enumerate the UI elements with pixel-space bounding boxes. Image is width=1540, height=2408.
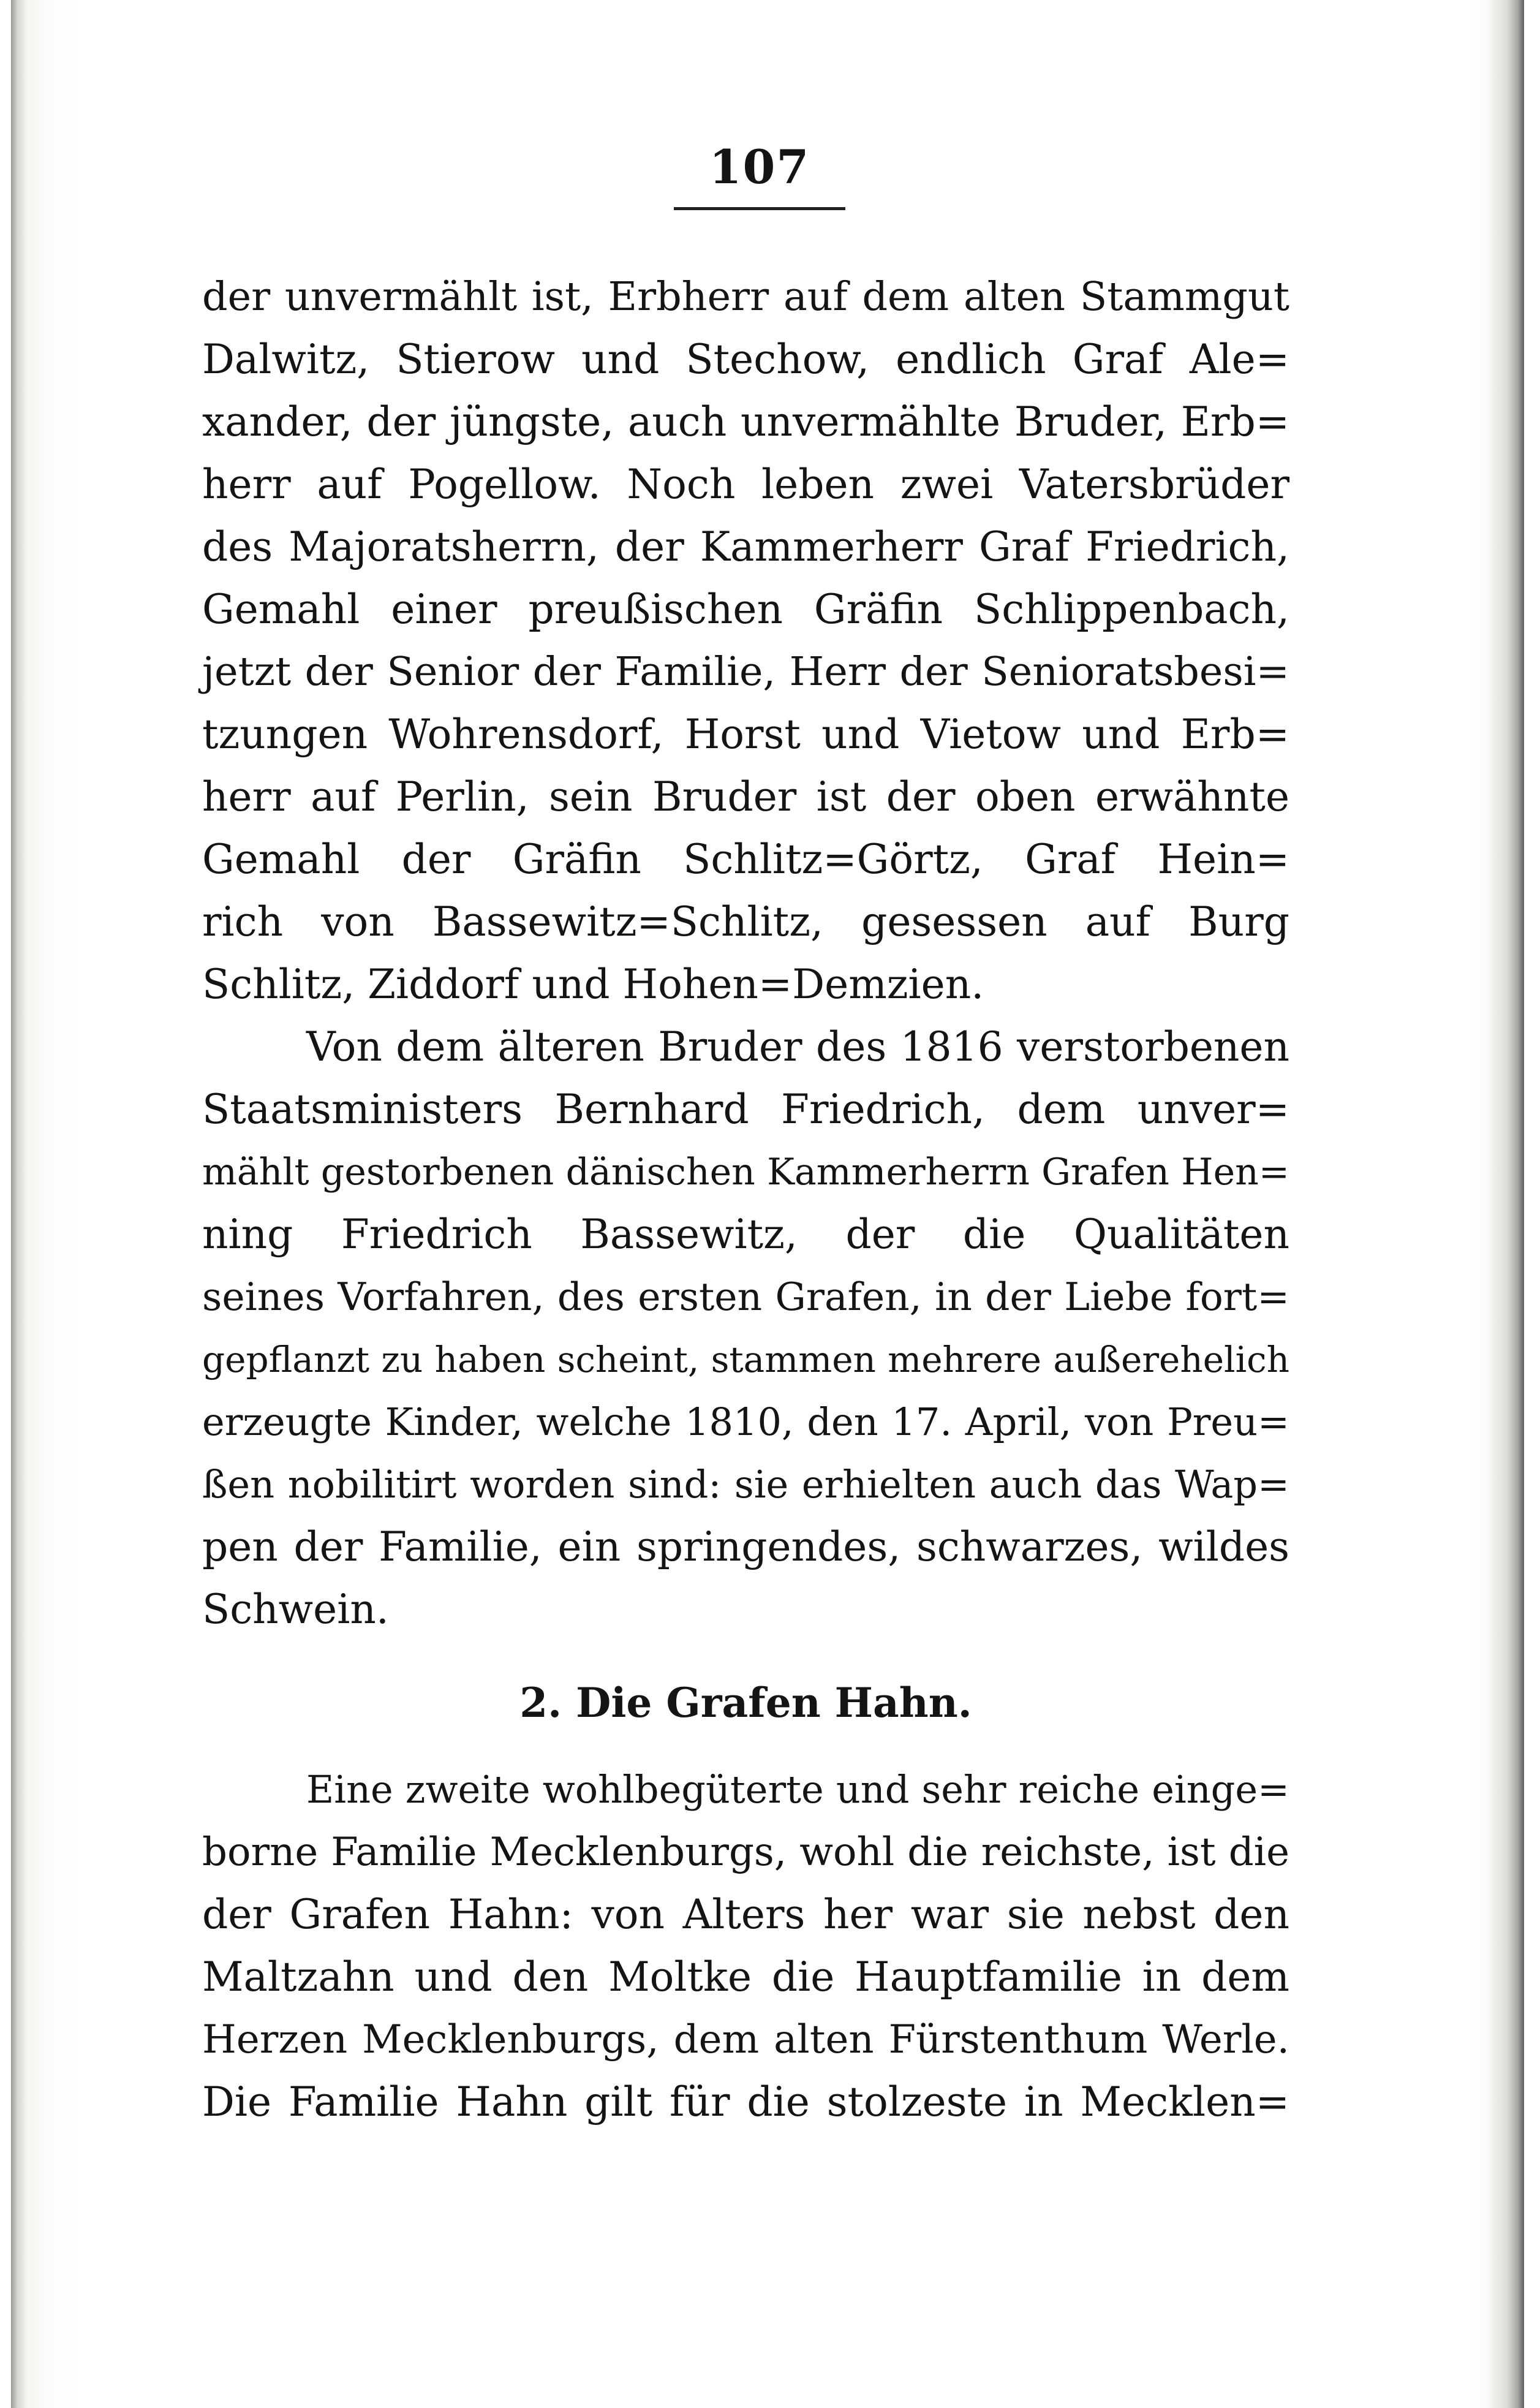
- text-line: Staatsministers Bernhard Friedrich, dem unver=: [202, 1086, 1289, 1133]
- section-heading: 2. Die Grafen Hahn.: [519, 1679, 972, 1727]
- text-line: Gemahl der Gräfin Schlitz=Görtz, Graf Hein=: [202, 836, 1289, 883]
- text-line: Die Familie Hahn gilt für die stolzeste in Mecklen=: [202, 2078, 1289, 2126]
- text-line: Herzen Mecklenburgs, dem alten Fürstenthum Werle.: [202, 2017, 1289, 2062]
- text-line: des Majoratsherrn, der Kammerherr Graf Friedrich,: [202, 523, 1289, 570]
- text-line: herr auf Pogellow. Noch leben zwei Vatersbrüder: [202, 461, 1289, 508]
- text-line: herr auf Perlin, sein Bruder ist der oben erwähnte: [202, 773, 1289, 820]
- text-line: der Grafen Hahn: von Alters her war sie nebst den: [202, 1891, 1289, 1938]
- text-line: tzungen Wohrensdorf, Horst und Vietow und Erb=: [202, 711, 1289, 758]
- text-line: mählt gestorbenen dänischen Kammerherrn Grafen Hen=: [202, 1151, 1289, 1194]
- text-line: Gemahl einer preußischen Gräfin Schlippenbach,: [202, 586, 1289, 633]
- page-number: 107: [709, 140, 810, 194]
- text-line: Schwein.: [202, 1586, 389, 1633]
- paragraph-1: [202, 266, 1289, 1016]
- text-line: der unvermählt ist, Erbherr auf dem alten Stammgut: [202, 274, 1289, 320]
- text-line: ßen nobilitirt worden sind: sie erhielten auch das Wap=: [202, 1462, 1289, 1507]
- paragraph-2: [202, 1016, 1289, 1641]
- text-line: Maltzahn und den Moltke die Hauptfamilie in dem: [202, 1953, 1289, 2001]
- text-line: gepflanzt zu haben scheint, stammen mehrere außerehelich: [202, 1339, 1289, 1380]
- page-number-rule: [674, 207, 845, 210]
- text-line: erzeugte Kinder, welche 1810, den 17. April, von Preu=: [202, 1399, 1289, 1444]
- text-line: pen der Familie, ein springendes, schwarzes, wildes: [202, 1523, 1289, 1570]
- text-line: ning Friedrich Bassewitz, der die Qualitäten: [202, 1211, 1289, 1258]
- paragraph-3: [202, 1759, 1289, 2134]
- page-edge-shadow: [1487, 0, 1524, 2408]
- text-line: seines Vorfahren, des ersten Grafen, in der Liebe fort=: [202, 1274, 1289, 1319]
- text-line: rich von Bassewitz=Schlitz, gesessen auf Burg: [202, 898, 1289, 945]
- text-line: Schlitz, Ziddorf und Hohen=Demzien.: [202, 961, 984, 1008]
- text-line: borne Familie Mecklenburgs, wohl die reichste, ist die: [202, 1830, 1289, 1875]
- text-line: xander, der jüngste, auch unvermählte Bruder, Erb=: [202, 398, 1289, 445]
- text-line: Dalwitz, Stierow und Stechow, endlich Graf Ale=: [202, 336, 1289, 383]
- page-gutter-shadow: [11, 0, 26, 2408]
- text-line: Von dem älteren Bruder des 1816 verstorbenen: [306, 1023, 1289, 1070]
- text-line: Eine zweite wohlbegüterte und sehr reiche einge=: [306, 1767, 1289, 1812]
- text-line: jetzt der Senior der Familie, Herr der Senioratsbesi=: [202, 649, 1289, 695]
